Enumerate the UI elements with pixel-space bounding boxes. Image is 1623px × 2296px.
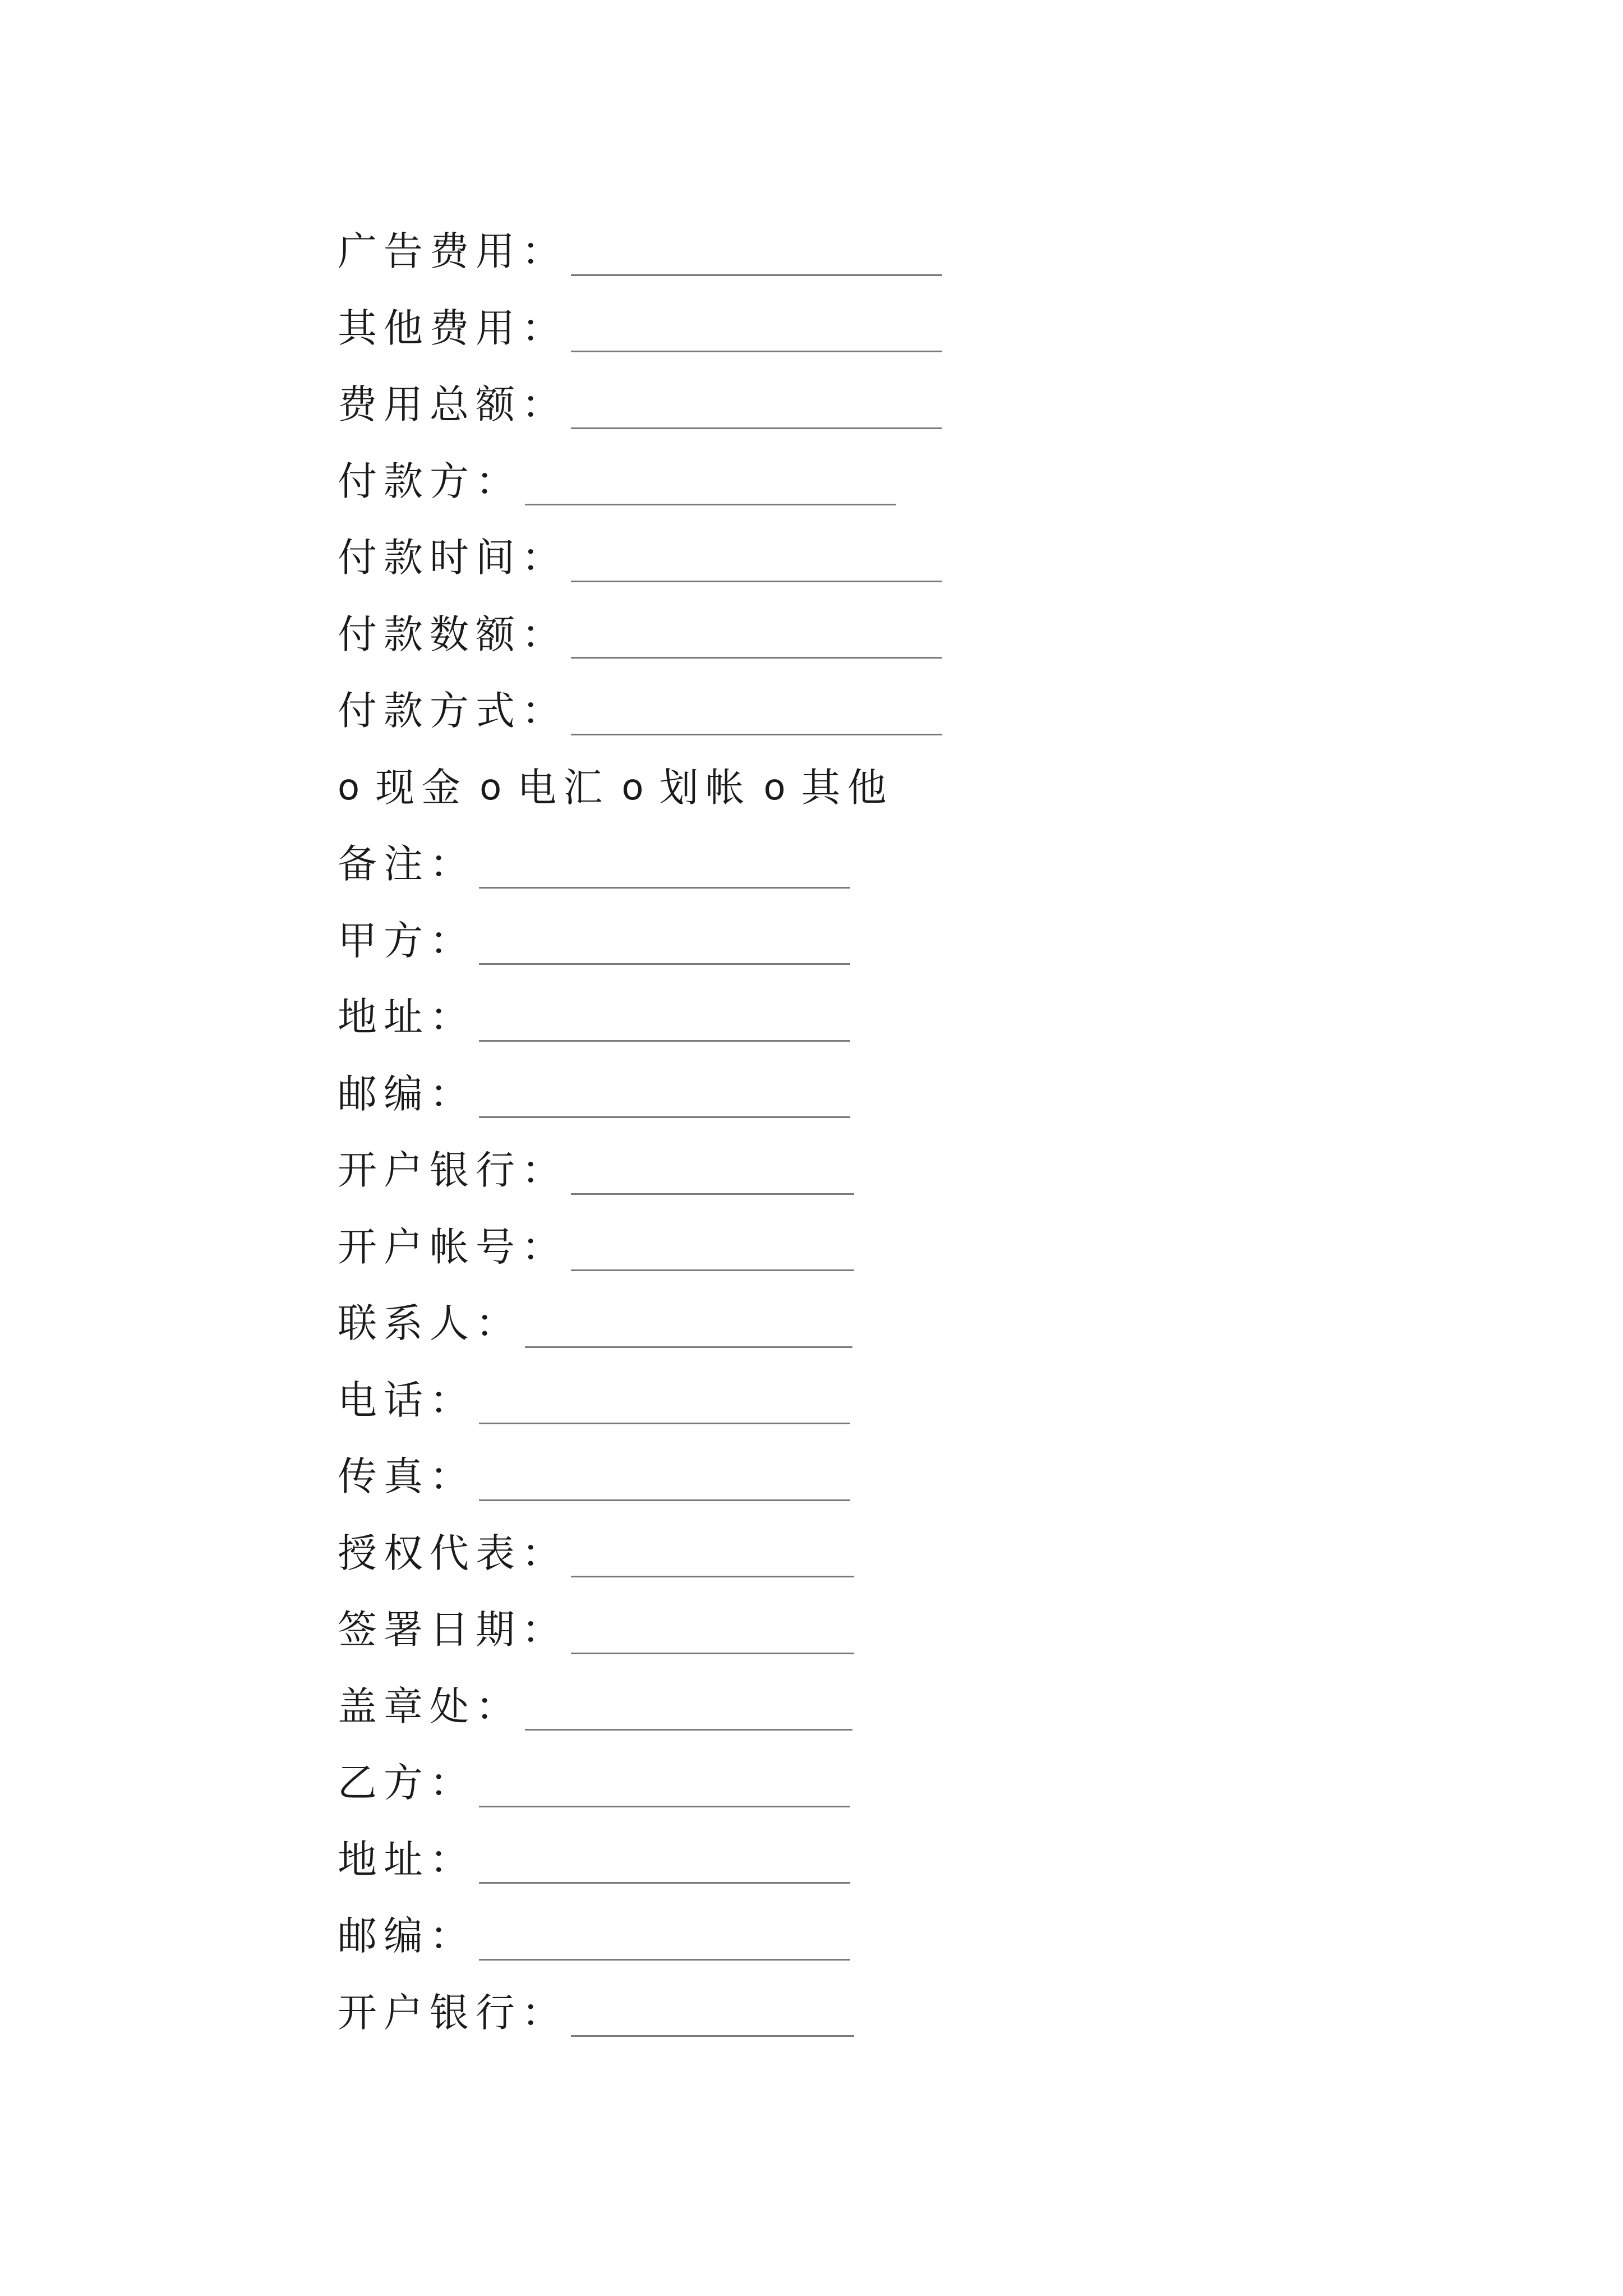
field-label: 乙方： [338, 1760, 476, 1806]
field-party-a-bank [338, 1132, 1403, 1209]
blank-line[interactable] [479, 1466, 850, 1501]
contract-form [338, 213, 1403, 2051]
option-wire[interactable] [479, 764, 610, 811]
field-label: 付款方： [338, 458, 522, 504]
field-party-a-phone [338, 1362, 1403, 1439]
field-other-fee [338, 290, 1403, 367]
field-label: 开户帐号： [338, 1223, 568, 1270]
field-party-b [338, 1745, 1403, 1821]
field-label: 付款数额： [338, 611, 568, 657]
blank-line[interactable] [479, 1006, 850, 1042]
field-label: 甲方： [338, 917, 476, 964]
field-label: 备注： [338, 841, 476, 887]
field-payer [338, 443, 1403, 520]
blank-line[interactable] [479, 1389, 850, 1424]
blank-line[interactable] [479, 853, 850, 889]
field-label: 签署日期： [338, 1607, 568, 1653]
field-party-a-sign-date [338, 1591, 1403, 1668]
option-other[interactable] [763, 764, 893, 811]
field-ad-fee [338, 213, 1403, 290]
blank-line[interactable] [571, 1542, 854, 1577]
option-label: 划帐 [659, 764, 751, 811]
field-party-b-address [338, 1821, 1403, 1898]
radio-circle-icon[interactable]: o [479, 766, 502, 808]
option-label: 其他 [801, 764, 893, 811]
option-transfer[interactable] [621, 764, 751, 811]
field-label: 付款时间： [338, 535, 568, 581]
field-label: 授权代表： [338, 1530, 568, 1576]
option-label: 现金 [375, 764, 468, 811]
blank-line[interactable] [525, 470, 896, 505]
blank-line[interactable] [571, 394, 942, 429]
blank-line[interactable] [571, 241, 942, 276]
field-party-a-account [338, 1209, 1403, 1286]
field-remark [338, 826, 1403, 903]
payment-options [338, 749, 1403, 826]
blank-line[interactable] [525, 1695, 852, 1731]
field-payment-time [338, 519, 1403, 596]
blank-line[interactable] [571, 700, 942, 735]
blank-line[interactable] [571, 623, 942, 659]
field-label: 费用总额： [338, 381, 568, 428]
field-label: 广告费用： [338, 228, 568, 275]
blank-line[interactable] [479, 1083, 850, 1118]
blank-line[interactable] [479, 1848, 850, 1884]
field-label: 开户银行： [338, 1989, 568, 2036]
field-party-b-bank [338, 1975, 1403, 2051]
field-party-a-seal [338, 1668, 1403, 1745]
blank-line[interactable] [525, 1313, 852, 1348]
blank-line[interactable] [571, 1159, 854, 1195]
field-party-b-postcode [338, 1898, 1403, 1975]
option-cash[interactable] [338, 764, 468, 811]
field-label: 其他费用： [338, 305, 568, 351]
field-label: 邮编： [338, 1913, 476, 1959]
blank-line[interactable] [571, 547, 942, 582]
blank-line[interactable] [479, 930, 850, 965]
radio-circle-icon[interactable]: o [763, 766, 786, 808]
field-label: 邮编： [338, 1070, 476, 1117]
field-label: 联系人： [338, 1300, 522, 1347]
field-payment-amount [338, 596, 1403, 673]
field-party-a-postcode [338, 1056, 1403, 1133]
field-label: 开户银行： [338, 1147, 568, 1194]
field-payment-method [338, 673, 1403, 749]
field-party-a-representative [338, 1515, 1403, 1592]
radio-circle-icon[interactable]: o [338, 766, 360, 808]
blank-line[interactable] [571, 1619, 854, 1654]
field-label: 传真： [338, 1453, 476, 1500]
blank-line[interactable] [571, 317, 942, 352]
field-party-a [338, 903, 1403, 979]
field-label: 电话： [338, 1377, 476, 1423]
option-label: 电汇 [517, 764, 610, 811]
field-total-fee [338, 366, 1403, 443]
blank-line[interactable] [479, 1772, 850, 1807]
blank-line[interactable] [479, 1925, 850, 1961]
field-party-a-address [338, 979, 1403, 1056]
field-label: 地址： [338, 1836, 476, 1883]
blank-line[interactable] [571, 1236, 854, 1271]
field-party-a-fax [338, 1438, 1403, 1515]
field-label: 付款方式： [338, 688, 568, 734]
field-party-a-contact [338, 1285, 1403, 1362]
radio-circle-icon[interactable]: o [621, 766, 644, 808]
blank-line[interactable] [571, 2001, 854, 2037]
field-label: 盖章处： [338, 1683, 522, 1729]
field-label: 地址： [338, 994, 476, 1041]
